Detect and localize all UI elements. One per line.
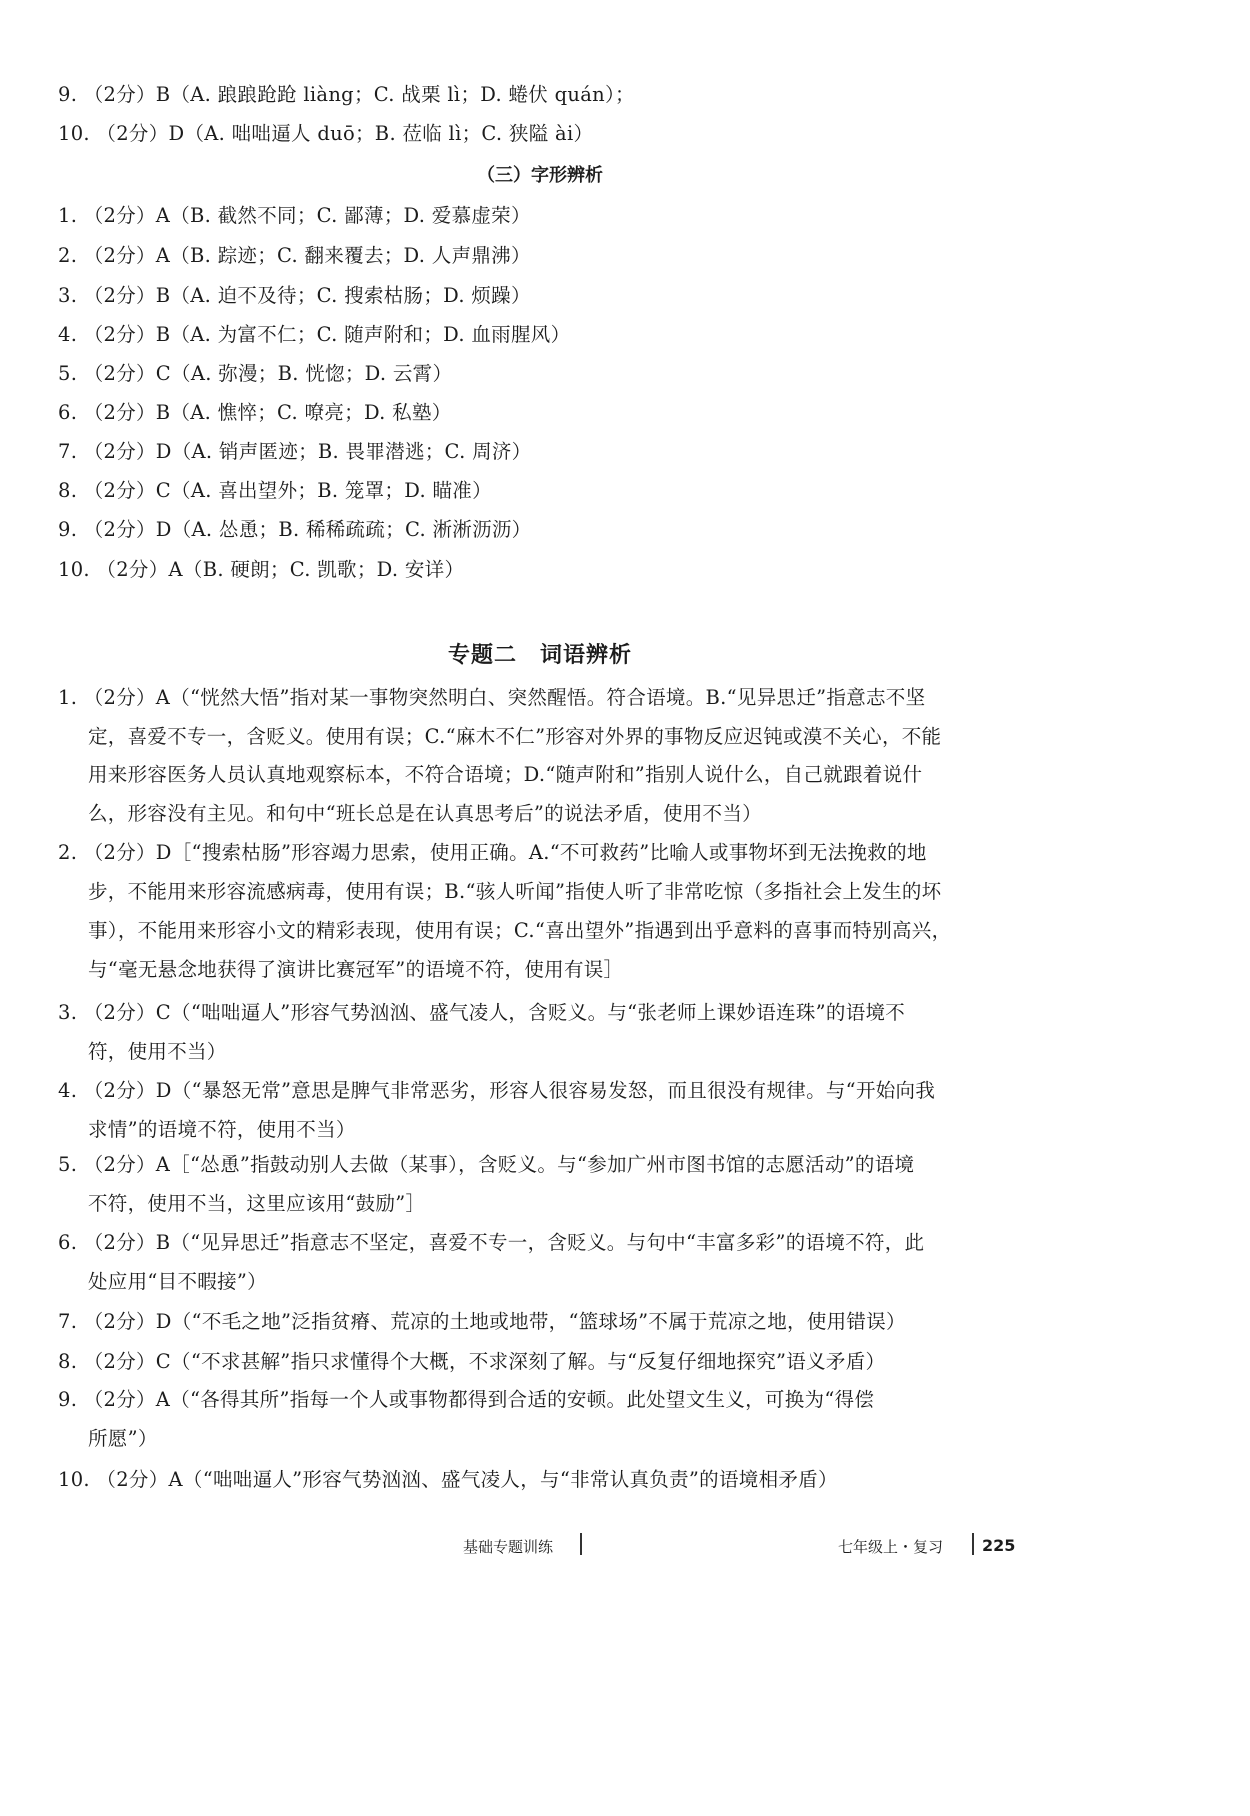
answer-line-continued: 用来形容医务人员认真地观察标本，不符合语境；D.“随声附和”指别人说什么，自己就跟着说什 (88, 763, 923, 786)
footer-grade: 七年级上・复习 (838, 1538, 944, 1556)
answer-line-continued: 与“毫无悬念地获得了演讲比赛冠军”的语境不符，使用有误］ (88, 958, 624, 981)
answer-line-continued: 符，使用不当） (88, 1040, 227, 1063)
answer-line: 2. （2分）D［“搜索枯肠”形容竭力思索，使用正确。A.“不可救药”比喻人或事物坏到无法挽救的地 (58, 841, 927, 864)
answer-line: 8. （2分）C（“不求甚解”指只求懂得个大概，不求深刻了解。与“反复仔细地探究”语义矛盾） (58, 1350, 886, 1373)
answer-line: 6. （2分）B（“见异思迁”指意志不坚定，喜爱不专一，含贬义。与句中“丰富多彩”的语境不符，此 (58, 1231, 925, 1254)
answer-line: 4. （2分）B（A. 为富不仁；C. 随声附和；D. 血雨腥风） (58, 323, 571, 346)
answer-line-continued: 处应用“目不暇接”） (88, 1270, 267, 1293)
answer-line: 9. （2分）A（“各得其所”指每一个人或事物都得到合适的安顿。此处望文生义，可换为“得偿 (58, 1388, 875, 1411)
answer-line: 7. （2分）D（“不毛之地”泛指贫瘠、荒凉的土地或地带，“篮球场”不属于荒凉之地，使用错误） (58, 1310, 906, 1333)
footer-divider (972, 1533, 974, 1555)
answer-line: 7. （2分）D（A. 销声匿迹；B. 畏罪潜逃；C. 周济） (58, 440, 532, 463)
footer-divider (580, 1533, 582, 1555)
answer-line: 3. （2分）C（“咄咄逼人”形容气势汹汹、盛气凌人，含贬义。与“张老师上课妙语连珠”的语境不 (58, 1001, 906, 1024)
answer-line: 4. （2分）D（“暴怒无常”意思是脾气非常恶劣，形容人很容易发怒，而且很没有规律。与“开始向我 (58, 1079, 936, 1102)
answer-line-continued: 所愿”） (88, 1427, 158, 1450)
answer-line-continued: 求情”的语境不符，使用不当） (88, 1118, 356, 1141)
answer-line: 1. （2分）A（“恍然大悟”指对某一事物突然明白、突然醒悟。符合语境。B.“见异思迁”指意志不坚 (58, 686, 926, 709)
answer-line: 2. （2分）A（B. 踪迹；C. 翻来覆去；D. 人声鼎沸） (58, 244, 531, 267)
answer-line: 6. （2分）B（A. 憔悴；C. 嘹亮；D. 私塾） (58, 401, 452, 424)
answer-line: 10. （2分）A（B. 硬朗；C. 凯歌；D. 安详） (58, 558, 465, 581)
answer-line-continued: 步，不能用来形容流感病毒，使用有误；B.“骇人听闻”指使人听了非常吃惊（多指社会上发生的坏 (88, 880, 942, 903)
footer-book-title: 基础专题训练 (463, 1538, 554, 1556)
answer-line: 8. （2分）C（A. 喜出望外；B. 笼罩；D. 瞄准） (58, 479, 492, 502)
page-number: 225 (982, 1536, 1016, 1555)
answer-line-continued: 不符，使用不当，这里应该用“鼓励”］ (88, 1192, 426, 1215)
answer-line: 9. （2分）B（A. 踉踉跄跄 liàng；C. 战栗 lì；D. 蜷伏 quán）； (58, 83, 635, 106)
section-heading: （三）字形辨析 (477, 165, 603, 186)
answer-line-continued: 定，喜爱不专一，含贬义。使用有误；C.“麻木不仁”形容对外界的事物反应迟钝或漠不关心，不能 (88, 725, 942, 748)
topic-heading: 专题二 词语辨析 (447, 643, 632, 668)
answer-line: 1. （2分）A（B. 截然不同；C. 鄙薄；D. 爱慕虚荣） (58, 204, 531, 227)
answer-line: 5. （2分）C（A. 弥漫；B. 恍惚；D. 云霄） (58, 362, 453, 385)
answer-line: 10. （2分）A（“咄咄逼人”形容气势汹汹、盛气凌人，与“非常认真负责”的语境相矛盾） (58, 1468, 838, 1491)
answer-line: 10. （2分）D（A. 咄咄逼人 duō；B. 莅临 lì；C. 狭隘 ài） (58, 122, 594, 145)
answer-line: 9. （2分）D（A. 怂恿；B. 稀稀疏疏；C. 淅淅沥沥） (58, 518, 532, 541)
answer-line-continued: 事），不能用来形容小文的精彩表现，使用有误；C.“喜出望外”指遇到出乎意料的喜事而特别高兴， (88, 919, 952, 942)
answer-line: 5. （2分）A［“怂恿”指鼓动别人去做（某事），含贬义。与“参加广州市图书馆的志愿活动”的语境 (58, 1153, 915, 1176)
answer-line: 3. （2分）B（A. 迫不及待；C. 搜索枯肠；D. 烦躁） (58, 284, 531, 307)
answer-line-continued: 么，形容没有主见。和句中“班长总是在认真思考后”的说法矛盾，使用不当） (88, 802, 762, 825)
